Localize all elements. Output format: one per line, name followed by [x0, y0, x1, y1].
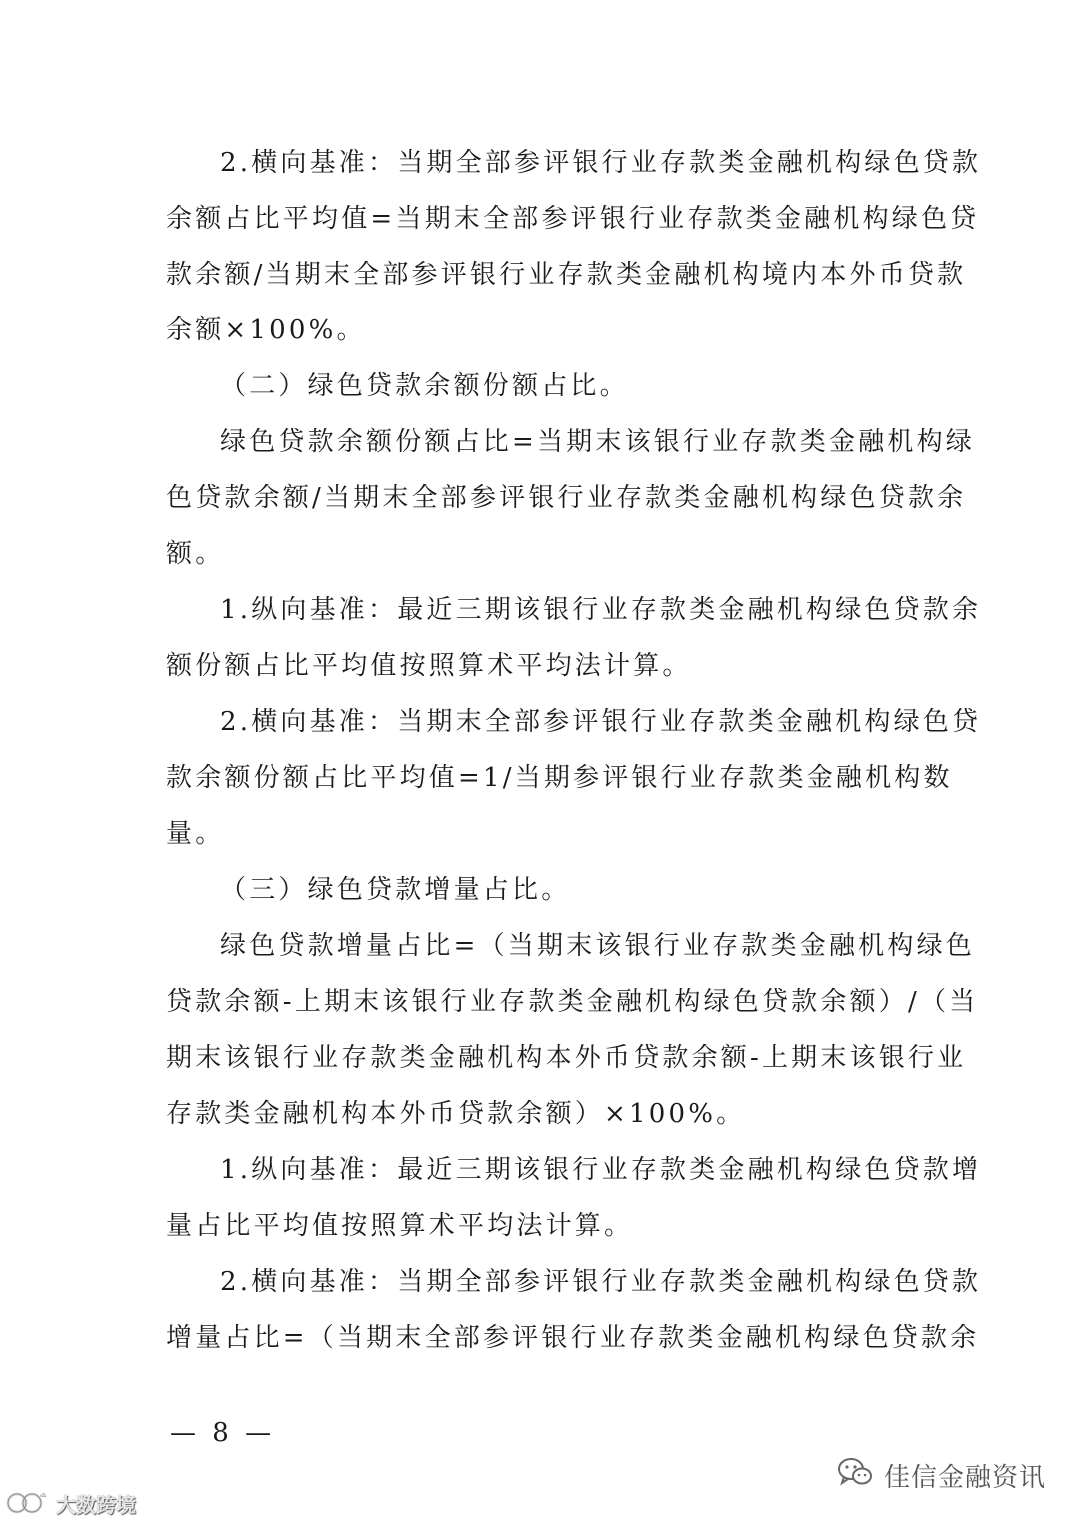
watermark-right-text: 佳信金融资讯	[883, 1463, 1046, 1493]
paragraph-line: 余额占比平均值=当期末全部参评银行业存款类金融机构绿色贷	[166, 204, 980, 234]
section-heading: （二）绿色贷款余额份额占比。	[220, 371, 629, 401]
paragraph-line: 量占比平均值按照算术平均法计算。	[166, 1211, 634, 1241]
paragraph-line: 1.纵向基准：最近三期该银行业存款类金融机构绿色贷款余	[220, 595, 982, 625]
paragraph-line: 期末该银行业存款类金融机构本外币贷款余额-上期末该银行业	[166, 1043, 967, 1073]
paragraph-line: 额份额占比平均值按照算术平均法计算。	[166, 651, 692, 681]
paragraph-line: 额。	[166, 539, 225, 569]
paragraph-line: 1.纵向基准：最近三期该银行业存款类金融机构绿色贷款增	[220, 1155, 982, 1185]
paragraph-line: 色贷款余额/当期末全部参评银行业存款类金融机构绿色贷款余	[166, 483, 967, 513]
section-heading: （三）绿色贷款增量占比。	[220, 875, 571, 905]
page-number: — 8 —	[170, 1418, 276, 1448]
paragraph-line: 贷款余额-上期末该银行业存款类金融机构绿色贷款余额）/（当	[166, 987, 979, 1017]
watermark-right	[836, 1456, 1046, 1495]
paragraph-line: 绿色贷款增量占比=（当期末该银行业存款类金融机构绿色	[220, 931, 975, 961]
paragraph-line: 2.横向基准：当期末全部参评银行业存款类金融机构绿色贷	[220, 707, 982, 737]
watermark-left-text: 大数跨境	[56, 1492, 136, 1517]
paragraph-line: 余额×100%。	[166, 315, 366, 345]
paragraph-line: 2.横向基准：当期全部参评银行业存款类金融机构绿色贷款	[220, 148, 982, 178]
paragraph-line: 款余额/当期末全部参评银行业存款类金融机构境内本外币贷款	[166, 260, 967, 290]
paragraph-line: 绿色贷款余额份额占比=当期末该银行业存款类金融机构绿	[220, 427, 975, 457]
watermark-left	[6, 1486, 136, 1520]
paragraph-line: 量。	[166, 819, 225, 849]
paragraph-line: 存款类金融机构本外币贷款余额）×100%。	[166, 1099, 746, 1129]
paragraph-line: 增量占比=（当期末全部参评银行业存款类金融机构绿色贷款余	[166, 1323, 980, 1353]
dashuju-logo-icon	[6, 1488, 50, 1518]
wechat-icon	[836, 1456, 874, 1495]
paragraph-line: 2.横向基准：当期全部参评银行业存款类金融机构绿色贷款	[220, 1267, 982, 1297]
paragraph-line: 款余额份额占比平均值=1/当期参评银行业存款类金融机构数	[166, 763, 953, 793]
